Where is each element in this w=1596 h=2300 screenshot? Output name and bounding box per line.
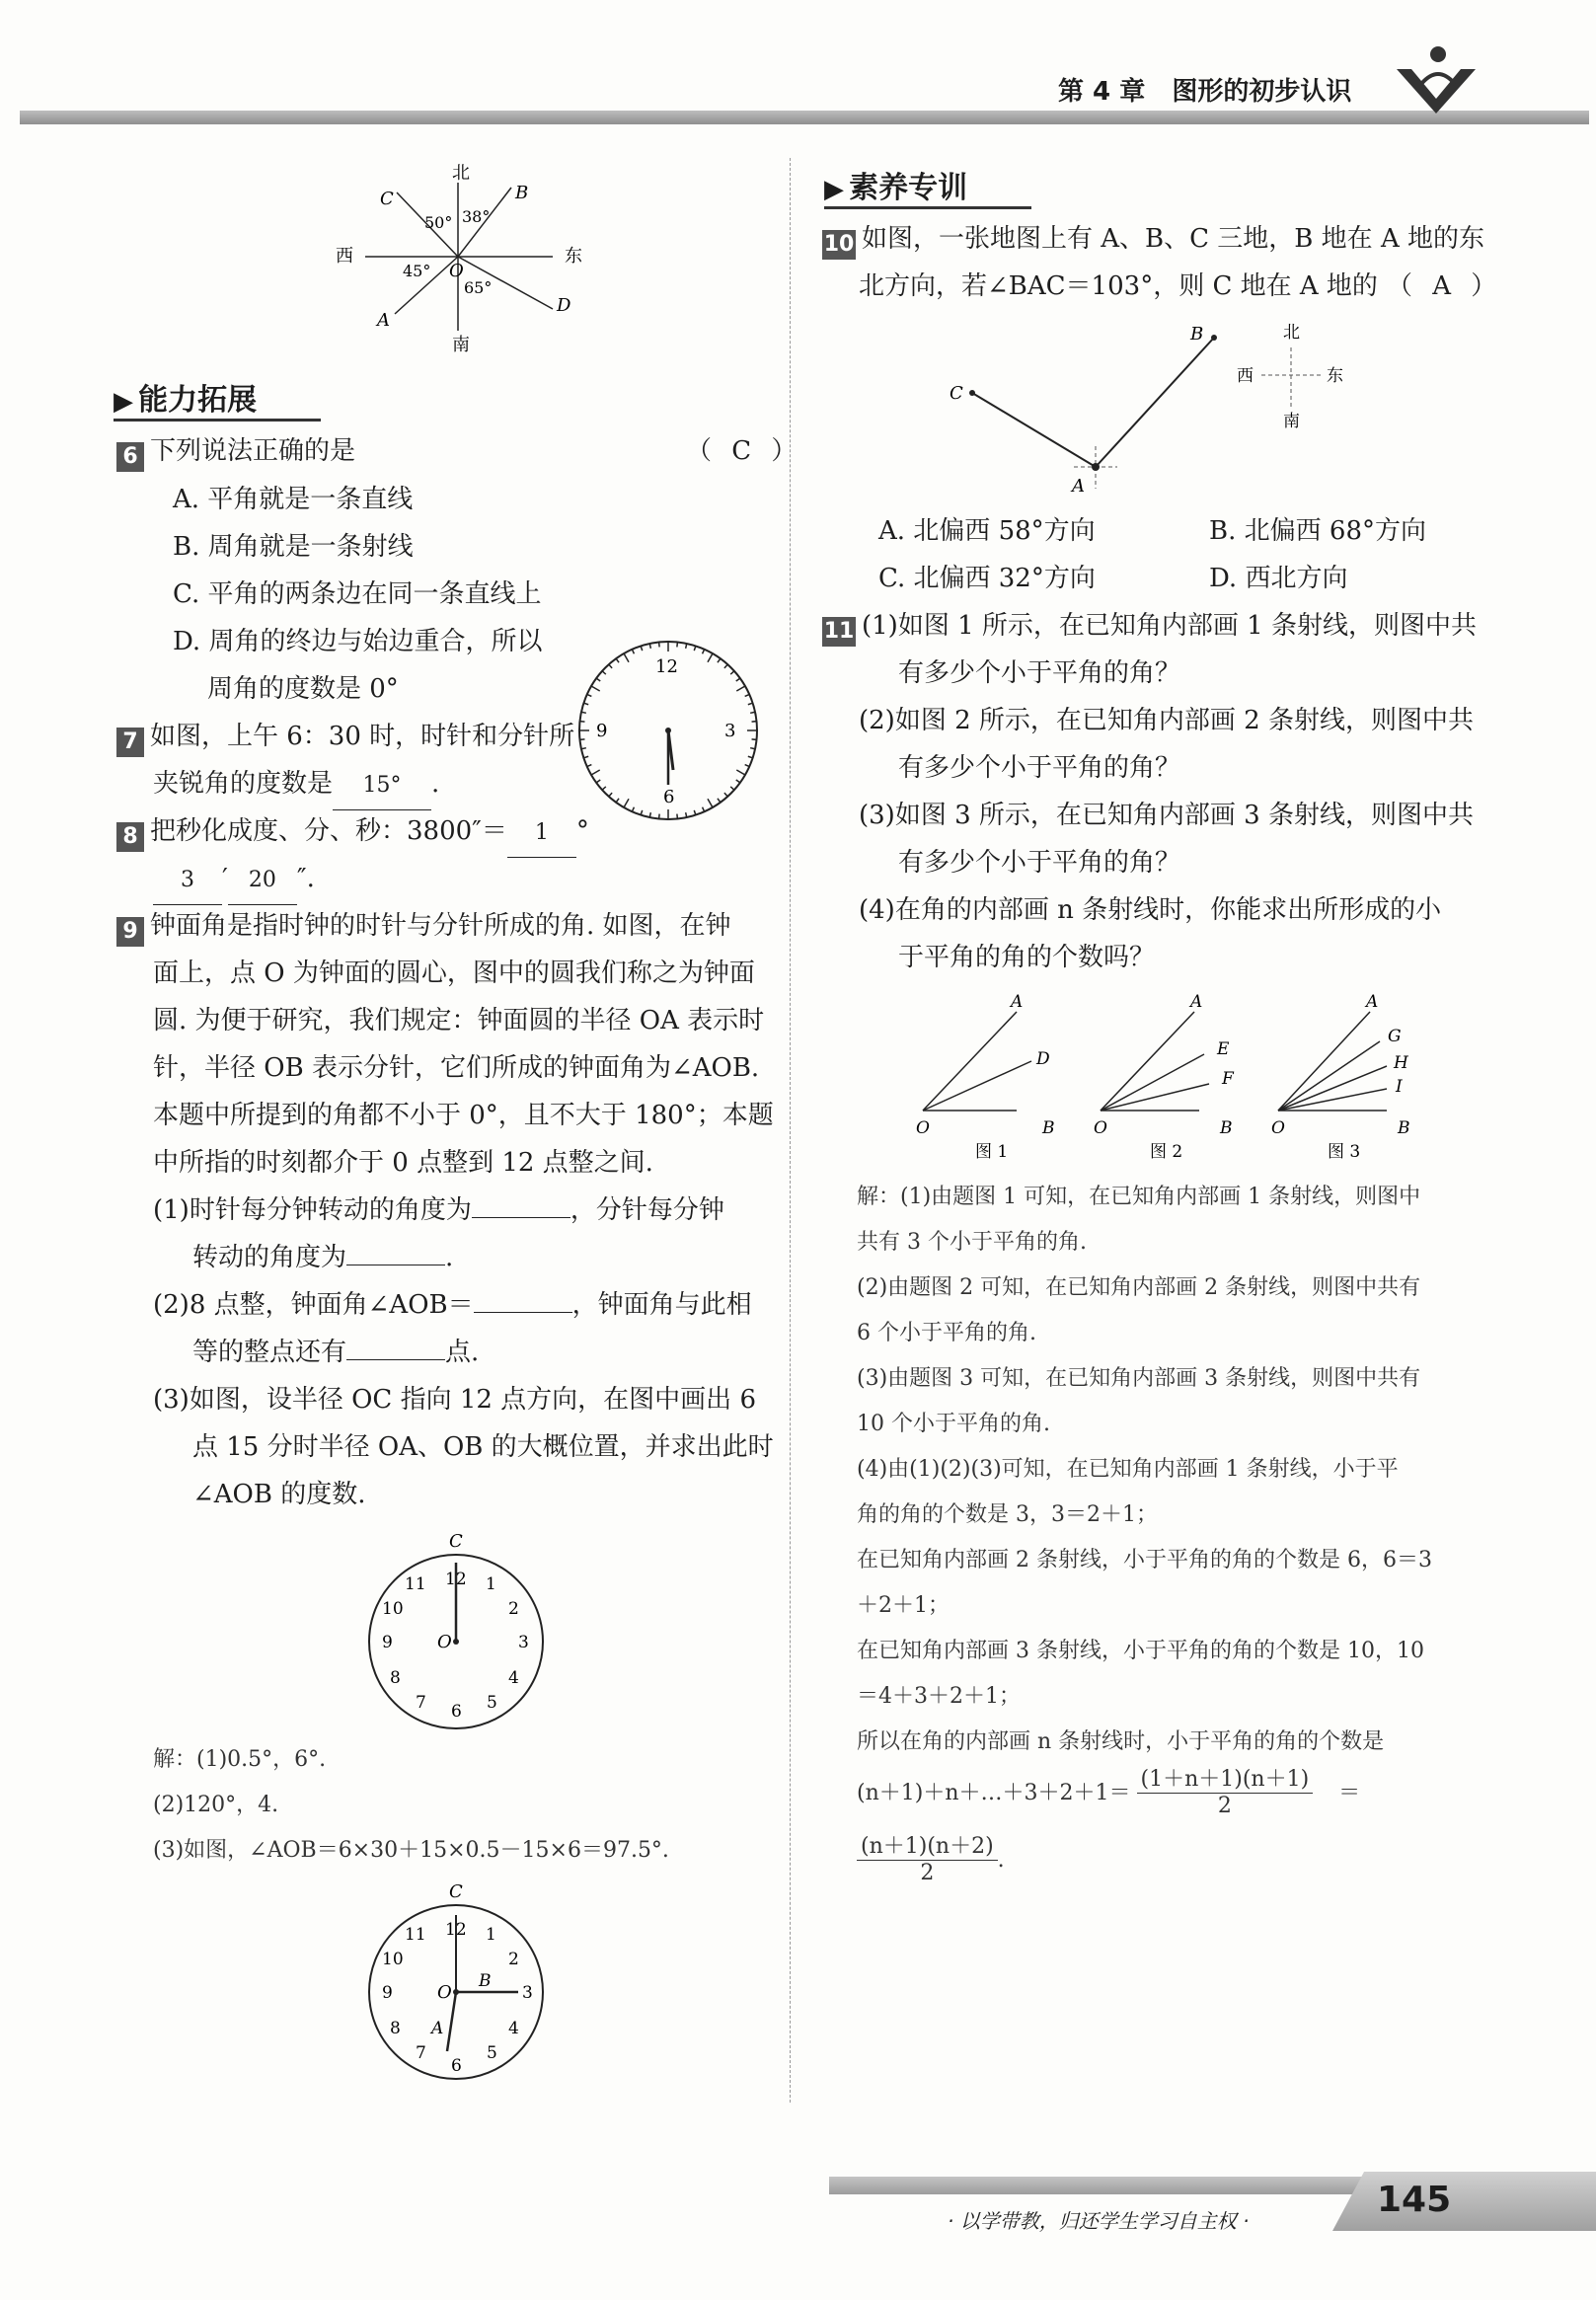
svg-text:7: 7 <box>416 2043 426 2063</box>
section-heading-left: ▶ 能力拓展 <box>114 383 258 418</box>
clock-tick <box>694 646 696 651</box>
svg-text:C: C <box>380 189 394 209</box>
clock-tick <box>616 658 619 662</box>
svg-text:10: 10 <box>382 1599 404 1619</box>
clock-tick <box>686 812 687 817</box>
clock-tick <box>659 642 660 647</box>
clock-tick <box>591 770 600 775</box>
section-underline-right <box>824 206 1031 209</box>
svg-text:D: D <box>1036 1049 1050 1069</box>
q8-line1: 8 把秒化成度、分、秒：3800″＝ 1 ° <box>116 807 589 858</box>
q9-line5: 本题中所提到的角都不小于 0°，且不大于 180°；本题 <box>153 1101 774 1130</box>
page-number: 145 <box>1377 2180 1452 2220</box>
clock-tick <box>579 722 584 723</box>
q9-part3: (3)如图，设半径 OC 指向 12 点方向，在图中画出 6 <box>153 1385 756 1415</box>
q6-option-d-cont: 周角的度数是 0° <box>207 674 399 704</box>
svg-text:O: O <box>916 1118 930 1138</box>
q7-line2: 夹锐角的度数是 15° . <box>153 760 439 810</box>
q11-part2-cont: 有多少个小于平角的角？ <box>898 753 1181 783</box>
clock-tick <box>609 793 612 797</box>
header-bar <box>20 111 1589 124</box>
svg-text:南: 南 <box>1283 412 1300 431</box>
svg-text:北: 北 <box>1283 323 1300 343</box>
q11-part4-cont: 于平角的角的个数吗？ <box>898 943 1156 972</box>
svg-text:O: O <box>449 261 464 281</box>
q6-option-d: D. 周角的终边与始边重合，所以 <box>173 627 543 656</box>
clock-tick <box>703 650 705 654</box>
q9-part2: (2)8 点整，钟面角∠AOB＝ ，钟面角与此相 <box>153 1290 752 1320</box>
figure-3 <box>1271 992 1410 1162</box>
q6-answer: （ C ） <box>686 436 803 466</box>
figure-1 <box>916 992 1055 1162</box>
q11-solution-l3: (2)由题图 2 可知，在已知角内部画 2 条射线，则图中共有 <box>857 1275 1421 1300</box>
svg-text:B: B <box>1042 1118 1055 1138</box>
q11-solution-l6: 10 个小于平角的角. <box>857 1412 1050 1436</box>
clock-diagram-1 <box>574 637 762 824</box>
svg-text:A: A <box>1366 992 1379 1012</box>
q7-line1: 7 如图，上午 6：30 时，时针和分针所 <box>116 713 574 760</box>
svg-text:2: 2 <box>508 1950 519 1969</box>
clock-diagram-3 <box>360 1876 553 2083</box>
q10-line1: 10 如图，一张地图上有 A、B、C 三地，B 地在 A 地的东 <box>822 215 1484 263</box>
clock-tick <box>730 787 734 790</box>
q11-part3: (3)如图 3 所示，在已知角内部画 3 条射线，则图中共 <box>859 801 1474 830</box>
svg-text:G: G <box>1388 1027 1402 1046</box>
clock-tick <box>659 814 660 819</box>
svg-text:50°: 50° <box>424 213 453 232</box>
svg-text:图 1: 图 1 <box>975 1142 1009 1162</box>
clock-tick <box>708 653 713 662</box>
svg-text:6: 6 <box>451 1702 462 1722</box>
clock-tick <box>602 671 606 674</box>
clock-tick <box>748 703 753 705</box>
svg-text:I: I <box>1396 1077 1403 1097</box>
clock-tick <box>583 703 588 705</box>
svg-text:10: 10 <box>382 1950 404 1969</box>
q11-solution-l12: ＝4＋3＋2＋1； <box>857 1684 1021 1709</box>
svg-text:B: B <box>1398 1118 1410 1138</box>
q11-solution-l1: 解：(1)由题图 1 可知，在已知角内部画 1 条射线，则图中 <box>857 1185 1421 1209</box>
logo-icon <box>1392 39 1481 118</box>
footer-page-tab <box>1332 2172 1596 2231</box>
clock-tick <box>694 810 696 815</box>
clock-diagram-2 <box>360 1525 553 1732</box>
svg-text:A: A <box>431 2019 444 2038</box>
q6-option-a: A. 平角就是一条直线 <box>173 485 414 514</box>
q11-solution-l5: (3)由题图 3 可知，在已知角内部画 3 条射线，则图中共有 <box>857 1366 1421 1391</box>
svg-text:C: C <box>449 1881 463 1902</box>
q6-option-c: C. 平角的两条边在同一条直线上 <box>173 579 542 609</box>
svg-text:5: 5 <box>487 1693 497 1713</box>
svg-text:A: A <box>1011 992 1024 1012</box>
svg-text:3: 3 <box>518 1633 529 1652</box>
svg-text:B: B <box>1190 324 1204 345</box>
q8-line2: 3 ′ 20 ″. <box>153 855 315 905</box>
svg-text:西: 西 <box>336 246 353 267</box>
clock-tick <box>724 793 727 797</box>
svg-text:B: B <box>479 1971 492 1991</box>
svg-text:E: E <box>1217 1039 1230 1059</box>
svg-text:3: 3 <box>724 721 736 741</box>
svg-text:12: 12 <box>445 1920 467 1940</box>
clock-tick <box>736 780 740 783</box>
q9-solution-1: 解：(1)0.5°，6°. <box>153 1747 327 1772</box>
svg-text:O: O <box>437 1632 452 1652</box>
svg-text:A: A <box>1190 992 1203 1012</box>
q9-line2: 面上，点 O 为钟面的圆心，图中的圆我们称之为钟面 <box>153 958 755 988</box>
q9-line1: 9 钟面角是指时钟的时针与分针所成的角. 如图，在钟 <box>116 902 731 950</box>
svg-text:8: 8 <box>390 2019 401 2038</box>
q10-line2: 北方向，若∠BAC＝103°，则 C 地在 A 地的 <box>859 271 1378 301</box>
clock-tick <box>748 756 753 758</box>
svg-text:9: 9 <box>596 721 608 741</box>
clock-tick <box>730 671 734 674</box>
svg-text:1: 1 <box>486 1574 496 1594</box>
clock-tick <box>724 664 727 668</box>
clock-tick <box>750 712 755 713</box>
q11-solution-formula: (n＋1)＋n＋…＋3＋2＋1＝ (1＋n＋1)(n＋1) 2 ＝ <box>857 1767 1361 1818</box>
q11-solution-l8: 角的角的个数是 3，3＝2＋1； <box>857 1502 1158 1527</box>
svg-text:6: 6 <box>451 2056 462 2076</box>
header-chapter: 第 4 章 图形的初步认识 <box>1058 77 1352 107</box>
svg-text:6: 6 <box>663 787 675 807</box>
q11-part4: (4)在角的内部画 n 条射线时，你能求出所形成的小 <box>859 895 1442 925</box>
q9-part3-cont2: ∠AOB 的度数. <box>192 1480 366 1509</box>
clock-tick <box>641 646 643 651</box>
clock-tick <box>686 644 687 649</box>
svg-text:4: 4 <box>508 1668 519 1688</box>
svg-text:5: 5 <box>487 2043 497 2063</box>
svg-text:F: F <box>1222 1069 1234 1089</box>
clock-tick <box>616 799 619 803</box>
q11-part1-cont: 有多少个小于平角的角？ <box>898 658 1181 688</box>
clock-tick <box>649 812 650 817</box>
clock-tick <box>624 653 629 662</box>
svg-text:7: 7 <box>416 1693 426 1713</box>
svg-text:B: B <box>515 183 529 203</box>
footer-bar <box>829 2177 1382 2194</box>
svg-text:2: 2 <box>508 1599 519 1619</box>
svg-text:65°: 65° <box>464 278 493 297</box>
section-heading-right: ▶ 素养专训 <box>824 171 968 205</box>
svg-text:南: 南 <box>452 335 470 355</box>
clock-tick <box>632 807 634 812</box>
clock-tick <box>602 787 606 790</box>
clock-tick <box>745 765 750 767</box>
q9-part2-cont: 等的整点还有 点. <box>192 1338 480 1367</box>
q11-solution-l13: 所以在角的内部画 n 条射线时，小于平角的角的个数是 <box>857 1729 1385 1754</box>
q6-option-b: B. 周角就是一条射线 <box>173 532 414 562</box>
clock-tick <box>718 658 721 662</box>
svg-text:C: C <box>950 383 963 404</box>
svg-text:O: O <box>1271 1118 1285 1138</box>
q9-line3: 圆. 为便于研究，我们规定：钟面圆的半径 OA 表示时 <box>153 1006 765 1035</box>
q11-part1: 11 (1)如图 1 所示，在已知角内部画 1 条射线，则图中共 <box>822 602 1477 650</box>
q11-solution-formula-2: (n＋1)(n＋2) 2 . <box>857 1834 1005 1886</box>
svg-text:4: 4 <box>508 2019 519 2038</box>
q9-line6: 中所指的时刻都介于 0 点整到 12 点整之间. <box>153 1148 653 1178</box>
q11-solution-l4: 6 个小于平角的角. <box>857 1321 1036 1345</box>
q9-solution-2: (2)120°，4. <box>153 1793 279 1817</box>
clock-tick <box>736 678 740 681</box>
q10-option-a: A. 北偏西 58°方向 <box>878 516 1096 546</box>
clock-tick <box>708 799 713 807</box>
svg-text:O: O <box>1094 1118 1107 1138</box>
clock-tick <box>677 642 678 647</box>
svg-text:8: 8 <box>390 1668 401 1688</box>
angle-figures <box>908 987 1441 1175</box>
q10-option-b: B. 北偏西 68°方向 <box>1209 516 1426 546</box>
q11-solution-l9: 在已知角内部画 2 条射线，小于平角的角的个数是 6，6＝3 <box>857 1548 1432 1572</box>
svg-text:图 2: 图 2 <box>1150 1142 1183 1162</box>
svg-text:O: O <box>437 1982 452 2003</box>
svg-text:11: 11 <box>405 1574 426 1594</box>
q10-option-d: D. 西北方向 <box>1209 564 1348 593</box>
svg-text:9: 9 <box>382 1633 393 1652</box>
footer-motto: · 以学带教，归还学生学习自主权 · <box>948 2209 1250 2233</box>
svg-text:东: 东 <box>565 246 582 267</box>
figure-2 <box>1094 992 1235 1162</box>
svg-text:图 3: 图 3 <box>1328 1142 1361 1162</box>
svg-text:东: 东 <box>1327 366 1343 386</box>
svg-text:A: A <box>377 310 390 331</box>
svg-text:A: A <box>1072 476 1085 497</box>
svg-text:45°: 45° <box>403 262 431 280</box>
q11-solution-l11: 在已知角内部画 3 条射线，小于平角的角的个数是 10，10 <box>857 1639 1424 1663</box>
svg-text:1: 1 <box>486 1925 496 1945</box>
svg-text:3: 3 <box>522 1983 533 2003</box>
svg-text:北: 北 <box>452 163 470 184</box>
q11-part3-cont: 有多少个小于平角的角？ <box>898 848 1181 878</box>
clock-tick <box>677 814 678 819</box>
clock-tick <box>581 712 586 713</box>
svg-text:D: D <box>557 295 571 316</box>
clock-tick <box>745 694 750 696</box>
compass-diagram <box>326 163 602 360</box>
clock-tick <box>591 686 600 691</box>
clock-tick <box>736 686 745 691</box>
svg-text:12: 12 <box>445 1570 467 1589</box>
svg-text:西: 西 <box>1237 366 1254 386</box>
clock-tick <box>750 748 755 749</box>
clock-tick <box>587 694 592 696</box>
clock-tick <box>583 756 588 758</box>
q10-answer: （ A ） <box>1387 271 1503 301</box>
q9-solution-3: (3)如图，∠AOB＝6×30＋15×0.5－15×6＝97.5°. <box>153 1838 669 1863</box>
clock-tick <box>587 765 592 767</box>
q9-part1: (1)时针每分钟转动的角度为 ，分针每分钟 <box>153 1195 724 1225</box>
clock-tick <box>641 810 643 815</box>
q9-line4: 针，半径 OB 表示分针，它们所成的钟面角为∠AOB. <box>153 1053 760 1083</box>
q9-part1-cont: 转动的角度为 . <box>192 1243 454 1272</box>
q9-part3-cont: 点 15 分时半径 OA、OB 的大概位置，并求出此时 <box>192 1432 774 1462</box>
clock-tick <box>718 799 721 803</box>
svg-text:38°: 38° <box>462 207 491 226</box>
q11-solution-l2: 共有 3 个小于平角的角. <box>857 1230 1087 1255</box>
clock-tick <box>736 770 745 775</box>
clock-tick <box>596 678 600 681</box>
svg-text:11: 11 <box>405 1925 426 1945</box>
clock-tick <box>649 644 650 649</box>
clock-tick <box>624 799 629 807</box>
map-diagram <box>938 316 1352 503</box>
q10-option-c: C. 北偏西 32°方向 <box>878 564 1096 593</box>
clock-tick <box>752 739 757 740</box>
clock-tick <box>609 664 612 668</box>
clock-tick <box>632 650 634 654</box>
clock-tick <box>579 739 584 740</box>
svg-text:B: B <box>1220 1118 1233 1138</box>
svg-text:H: H <box>1394 1053 1408 1073</box>
q11-solution-l10: ＋2＋1； <box>857 1593 950 1618</box>
section-underline-left <box>114 419 321 422</box>
q6-stem: 6 下列说法正确的是 <box>116 427 355 475</box>
clock-tick <box>752 722 757 723</box>
clock-tick <box>703 807 705 812</box>
q11-solution-l7: (4)由(1)(2)(3)可知，在已知角内部画 1 条射线，小于平 <box>857 1457 1399 1482</box>
svg-text:9: 9 <box>382 1983 393 2003</box>
svg-text:C: C <box>449 1531 463 1552</box>
clock-tick <box>581 748 586 749</box>
q11-part2: (2)如图 2 所示，在已知角内部画 2 条射线，则图中共 <box>859 706 1474 735</box>
clock-tick <box>596 780 600 783</box>
svg-text:12: 12 <box>655 656 678 677</box>
